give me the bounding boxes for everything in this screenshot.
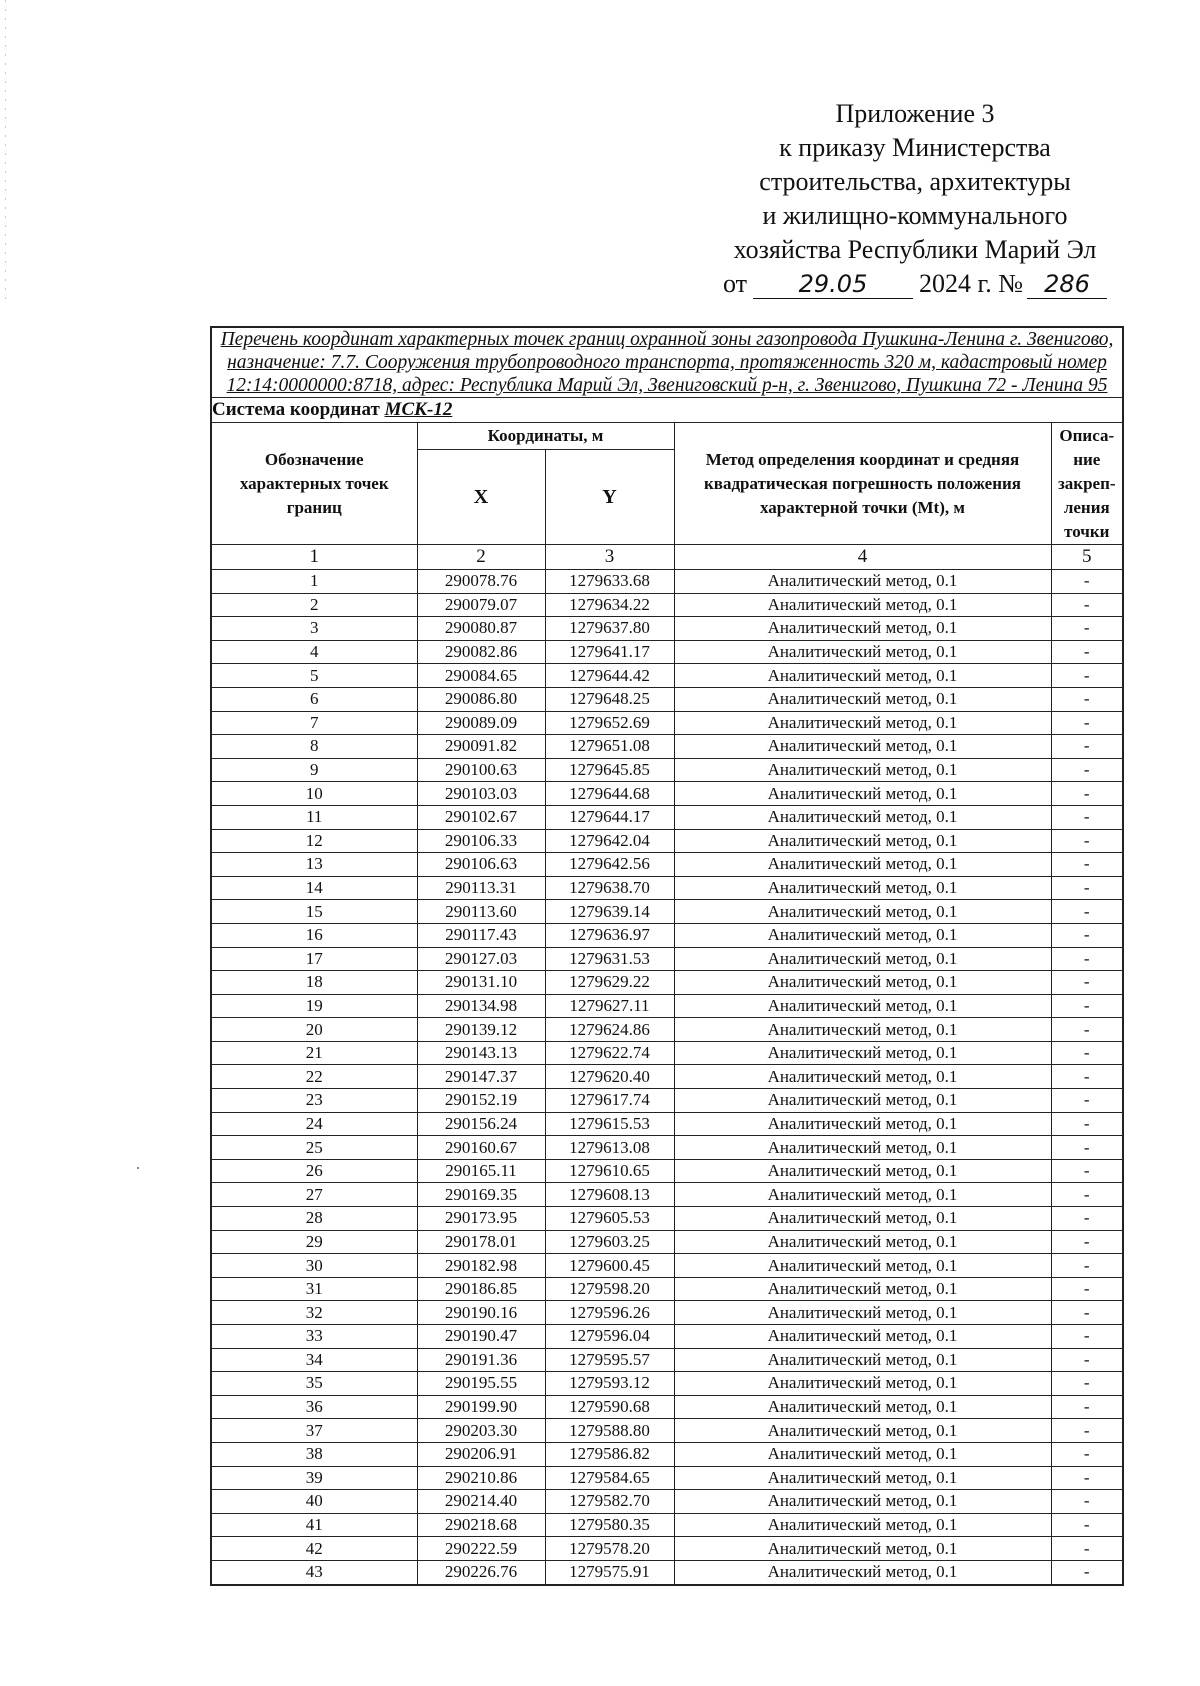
coord-y: 1279605.53 [545,1207,674,1231]
coord-x: 290079.07 [417,593,545,617]
point-number: 30 [211,1254,417,1278]
method: Аналитический метод, 0.1 [674,1513,1051,1537]
fixation-description: - [1051,1112,1123,1136]
fixation-description: - [1051,1065,1123,1089]
coord-x: 290226.76 [417,1560,545,1584]
coord-x: 290214.40 [417,1490,545,1514]
coord-x: 290165.11 [417,1159,545,1183]
method: Аналитический метод, 0.1 [674,782,1051,806]
point-number: 11 [211,805,417,829]
fixation-description: - [1051,1325,1123,1349]
coord-x: 290199.90 [417,1395,545,1419]
header-coordinates: Координаты, м [417,423,674,450]
point-number: 9 [211,758,417,782]
point-number: 8 [211,735,417,759]
approval-line-4: и жилищно-коммунального [762,201,1068,230]
table-row [211,1419,1123,1443]
fixation-description: - [1051,805,1123,829]
table-row [211,805,1123,829]
coord-x: 290117.43 [417,923,545,947]
handwritten-date: 29.05 [753,270,913,299]
method: Аналитический метод, 0.1 [674,947,1051,971]
point-number: 26 [211,1159,417,1183]
coord-y: 1279608.13 [545,1183,674,1207]
point-number: 1 [211,570,417,594]
method: Аналитический метод, 0.1 [674,1254,1051,1278]
approval-line-3: строительства, архитектуры [759,167,1071,196]
table-row [211,1018,1123,1042]
table-row [211,687,1123,711]
fixation-description: - [1051,1183,1123,1207]
table-row [211,593,1123,617]
column-number: 3 [545,545,674,570]
coord-x: 290222.59 [417,1537,545,1561]
method: Аналитический метод, 0.1 [674,971,1051,995]
coord-y: 1279588.80 [545,1419,674,1443]
coord-x: 290218.68 [417,1513,545,1537]
coord-x: 290082.86 [417,640,545,664]
coord-x: 290190.47 [417,1325,545,1349]
method: Аналитический метод, 0.1 [674,876,1051,900]
column-number: 2 [417,545,545,570]
coord-x: 290182.98 [417,1254,545,1278]
approval-line-5: хозяйства Республики Марий Эл [733,235,1097,264]
coord-x: 290186.85 [417,1277,545,1301]
method: Аналитический метод, 0.1 [674,900,1051,924]
table-row [211,1442,1123,1466]
coord-y: 1279637.80 [545,617,674,641]
column-numbers-row [211,545,1123,570]
coord-x: 290080.87 [417,617,545,641]
coord-x: 290191.36 [417,1348,545,1372]
fixation-description: - [1051,876,1123,900]
coord-y: 1279641.17 [545,640,674,664]
table-row [211,1348,1123,1372]
column-number: 5 [1051,545,1123,570]
coord-y: 1279639.14 [545,900,674,924]
point-number: 3 [211,617,417,641]
fixation-description: - [1051,1018,1123,1042]
method: Аналитический метод, 0.1 [674,1348,1051,1372]
method: Аналитический метод, 0.1 [674,617,1051,641]
table-row [211,1183,1123,1207]
fixation-description: - [1051,1395,1123,1419]
method: Аналитический метод, 0.1 [674,640,1051,664]
fixation-description: - [1051,1537,1123,1561]
point-number: 37 [211,1419,417,1443]
table-row [211,640,1123,664]
fixation-description: - [1051,1560,1123,1584]
table-row [211,900,1123,924]
coord-y: 1279575.91 [545,1560,674,1584]
coord-x: 290089.09 [417,711,545,735]
coord-y: 1279610.65 [545,1159,674,1183]
table-row [211,876,1123,900]
fixation-description: - [1051,1466,1123,1490]
method: Аналитический метод, 0.1 [674,1325,1051,1349]
table-row [211,758,1123,782]
table-row [211,782,1123,806]
fixation-description: - [1051,1207,1123,1231]
point-number: 20 [211,1018,417,1042]
coord-y: 1279648.25 [545,687,674,711]
coord-y: 1279600.45 [545,1254,674,1278]
coord-y: 1279584.65 [545,1466,674,1490]
coord-y: 1279627.11 [545,994,674,1018]
point-number: 15 [211,900,417,924]
table-row [211,1207,1123,1231]
table-row [211,1466,1123,1490]
method: Аналитический метод, 0.1 [674,735,1051,759]
fixation-description: - [1051,664,1123,688]
coord-y: 1279622.74 [545,1041,674,1065]
coord-y: 1279596.26 [545,1301,674,1325]
coord-x: 290086.80 [417,687,545,711]
coord-x: 290195.55 [417,1372,545,1396]
approval-line-2: к приказу Министерства [779,133,1051,162]
header-description: Описа-ние закреп-ления точки [1051,423,1123,545]
method: Аналитический метод, 0.1 [674,1018,1051,1042]
fixation-description: - [1051,1277,1123,1301]
fixation-description: - [1051,782,1123,806]
method: Аналитический метод, 0.1 [674,1442,1051,1466]
coord-y: 1279595.57 [545,1348,674,1372]
fixation-description: - [1051,1301,1123,1325]
point-number: 22 [211,1065,417,1089]
fixation-description: - [1051,687,1123,711]
fixation-description: - [1051,1442,1123,1466]
point-number: 21 [211,1041,417,1065]
table-row [211,994,1123,1018]
fixation-description: - [1051,900,1123,924]
handwritten-order-number: 286 [1027,270,1107,299]
method: Аналитический метод, 0.1 [674,664,1051,688]
header-method: Метод определения координат и средняя квадратическая погрешность положения характерной точки (Mt), м [674,423,1051,545]
coord-y: 1279638.70 [545,876,674,900]
fixation-description: - [1051,829,1123,853]
table-row [211,664,1123,688]
fixation-description: - [1051,1136,1123,1160]
coord-x: 290127.03 [417,947,545,971]
point-number: 29 [211,1230,417,1254]
coord-y: 1279598.20 [545,1277,674,1301]
coord-x: 290169.35 [417,1183,545,1207]
point-number: 7 [211,711,417,735]
table-row [211,923,1123,947]
table-row [211,1372,1123,1396]
point-number: 43 [211,1560,417,1584]
method: Аналитический метод, 0.1 [674,1419,1051,1443]
coord-y: 1279629.22 [545,971,674,995]
method: Аналитический метод, 0.1 [674,1372,1051,1396]
coord-x: 290203.30 [417,1419,545,1443]
column-number: 4 [674,545,1051,570]
coord-y: 1279631.53 [545,947,674,971]
point-number: 13 [211,853,417,877]
fixation-description: - [1051,1490,1123,1514]
point-number: 2 [211,593,417,617]
scan-dot [137,1167,139,1169]
point-number: 19 [211,994,417,1018]
coord-y: 1279578.20 [545,1537,674,1561]
method: Аналитический метод, 0.1 [674,1089,1051,1113]
method: Аналитический метод, 0.1 [674,1230,1051,1254]
coord-y: 1279645.85 [545,758,674,782]
fixation-description: - [1051,1041,1123,1065]
table-row [211,1065,1123,1089]
table-row [211,1254,1123,1278]
table-row [211,1230,1123,1254]
point-number: 27 [211,1183,417,1207]
coord-x: 290160.67 [417,1136,545,1160]
method: Аналитический метод, 0.1 [674,1301,1051,1325]
point-number: 40 [211,1490,417,1514]
method: Аналитический метод, 0.1 [674,805,1051,829]
point-number: 17 [211,947,417,971]
fixation-description: - [1051,1230,1123,1254]
method: Аналитический метод, 0.1 [674,687,1051,711]
coord-x: 290113.31 [417,876,545,900]
fixation-description: - [1051,1089,1123,1113]
point-number: 5 [211,664,417,688]
method: Аналитический метод, 0.1 [674,1041,1051,1065]
coord-y: 1279596.04 [545,1325,674,1349]
coord-x: 290106.33 [417,829,545,853]
table-row [211,829,1123,853]
table-row [211,1159,1123,1183]
method: Аналитический метод, 0.1 [674,1207,1051,1231]
table-row [211,711,1123,735]
coord-x: 290134.98 [417,994,545,1018]
fixation-description: - [1051,1348,1123,1372]
point-number: 24 [211,1112,417,1136]
fixation-description: - [1051,711,1123,735]
method: Аналитический метод, 0.1 [674,923,1051,947]
coord-x: 290131.10 [417,971,545,995]
method: Аналитический метод, 0.1 [674,593,1051,617]
table-row [211,570,1123,594]
table-row [211,1395,1123,1419]
fixation-description: - [1051,593,1123,617]
point-number: 12 [211,829,417,853]
coord-y: 1279642.04 [545,829,674,853]
fixation-description: - [1051,570,1123,594]
method: Аналитический метод, 0.1 [674,994,1051,1018]
method: Аналитический метод, 0.1 [674,1490,1051,1514]
column-number: 1 [211,545,417,570]
coord-y: 1279633.68 [545,570,674,594]
coord-x: 290091.82 [417,735,545,759]
table-row [211,1112,1123,1136]
method: Аналитический метод, 0.1 [674,829,1051,853]
point-number: 35 [211,1372,417,1396]
coord-x: 290156.24 [417,1112,545,1136]
method: Аналитический метод, 0.1 [674,853,1051,877]
coord-y: 1279636.97 [545,923,674,947]
coord-x: 290106.63 [417,853,545,877]
method: Аналитический метод, 0.1 [674,1136,1051,1160]
coord-y: 1279582.70 [545,1490,674,1514]
coord-y: 1279644.68 [545,782,674,806]
table-row [211,1136,1123,1160]
table-row [211,853,1123,877]
method: Аналитический метод, 0.1 [674,1112,1051,1136]
point-number: 23 [211,1089,417,1113]
fixation-description: - [1051,735,1123,759]
method: Аналитический метод, 0.1 [674,570,1051,594]
coord-y: 1279642.56 [545,853,674,877]
table-row [211,1560,1123,1584]
fixation-description: - [1051,1159,1123,1183]
method: Аналитический метод, 0.1 [674,711,1051,735]
table-row [211,1537,1123,1561]
point-number: 25 [211,1136,417,1160]
method: Аналитический метод, 0.1 [674,1560,1051,1584]
table-row [211,1513,1123,1537]
table-row [211,947,1123,971]
fixation-description: - [1051,923,1123,947]
header-y: Y [545,450,674,545]
coord-y: 1279634.22 [545,593,674,617]
table-row [211,1325,1123,1349]
point-number: 28 [211,1207,417,1231]
coord-y: 1279603.25 [545,1230,674,1254]
point-number: 42 [211,1537,417,1561]
coord-y: 1279593.12 [545,1372,674,1396]
method: Аналитический метод, 0.1 [674,1466,1051,1490]
coord-x: 290178.01 [417,1230,545,1254]
coord-x: 290147.37 [417,1065,545,1089]
approval-line-1: Приложение 3 [835,99,995,128]
year-number-label: 2024 г. № [918,269,1024,298]
point-number: 10 [211,782,417,806]
fixation-description: - [1051,947,1123,971]
fixation-description: - [1051,994,1123,1018]
point-number: 41 [211,1513,417,1537]
point-number: 4 [211,640,417,664]
coord-x: 290139.12 [417,1018,545,1042]
table-row [211,971,1123,995]
point-number: 38 [211,1442,417,1466]
coord-y: 1279644.17 [545,805,674,829]
point-number: 18 [211,971,417,995]
table-row [211,1490,1123,1514]
coord-x: 290113.60 [417,900,545,924]
coordinate-system-label: Система координат [212,399,380,420]
point-number: 32 [211,1301,417,1325]
scan-edge-mark [5,0,6,300]
point-number: 39 [211,1466,417,1490]
point-number: 16 [211,923,417,947]
coord-x: 290078.76 [417,570,545,594]
coord-x: 290210.86 [417,1466,545,1490]
coord-y: 1279620.40 [545,1065,674,1089]
coord-y: 1279644.42 [545,664,674,688]
fixation-description: - [1051,1513,1123,1537]
coord-y: 1279617.74 [545,1089,674,1113]
header-x: X [417,450,545,545]
date-prefix: от [722,269,747,298]
coord-y: 1279590.68 [545,1395,674,1419]
fixation-description: - [1051,617,1123,641]
point-number: 6 [211,687,417,711]
coord-x: 290143.13 [417,1041,545,1065]
coord-y: 1279613.08 [545,1136,674,1160]
method: Аналитический метод, 0.1 [674,1183,1051,1207]
coord-x: 290102.67 [417,805,545,829]
coord-y: 1279652.69 [545,711,674,735]
table-row [211,1277,1123,1301]
method: Аналитический метод, 0.1 [674,1537,1051,1561]
approval-block [720,97,1110,301]
fixation-description: - [1051,853,1123,877]
table-row [211,617,1123,641]
method: Аналитический метод, 0.1 [674,1065,1051,1089]
point-number: 33 [211,1325,417,1349]
fixation-description: - [1051,971,1123,995]
method: Аналитический метод, 0.1 [674,1159,1051,1183]
table-caption: Перечень координат характерных точек границ охранной зоны газопровода Пушкина-Ленина г. Звенигово, назначение: 7.7. Сооружения трубопроводного транспорта, протяженность 320 м, кадастровый номер 12:14:0000000:8718, адрес: Республика Марий Эл, Звениговский р-н, г. Звенигово, Пушкина 72 - Ленина 95 [211,327,1123,398]
coord-x: 290173.95 [417,1207,545,1231]
fixation-description: - [1051,1419,1123,1443]
approval-date-line [720,267,1110,301]
fixation-description: - [1051,640,1123,664]
point-number: 31 [211,1277,417,1301]
coord-y: 1279624.86 [545,1018,674,1042]
table-row [211,735,1123,759]
point-number: 34 [211,1348,417,1372]
method: Аналитический метод, 0.1 [674,1395,1051,1419]
fixation-description: - [1051,1372,1123,1396]
coord-x: 290100.63 [417,758,545,782]
coordinate-system-value: МСК-12 [384,399,453,420]
table-row [211,1041,1123,1065]
point-number: 14 [211,876,417,900]
method: Аналитический метод, 0.1 [674,758,1051,782]
coord-x: 290152.19 [417,1089,545,1113]
coord-x: 290206.91 [417,1442,545,1466]
method: Аналитический метод, 0.1 [674,1277,1051,1301]
coordinates-table [210,326,1124,1586]
coord-y: 1279615.53 [545,1112,674,1136]
fixation-description: - [1051,758,1123,782]
coordinate-system-row [211,398,1123,423]
coord-y: 1279586.82 [545,1442,674,1466]
coord-y: 1279580.35 [545,1513,674,1537]
coord-x: 290190.16 [417,1301,545,1325]
header-designation: Обозначение характерных точек границ [211,423,417,545]
coord-x: 290103.03 [417,782,545,806]
table-row [211,1089,1123,1113]
fixation-description: - [1051,1254,1123,1278]
point-number: 36 [211,1395,417,1419]
table-row [211,1301,1123,1325]
coord-y: 1279651.08 [545,735,674,759]
table-body [211,570,1123,1585]
coord-x: 290084.65 [417,664,545,688]
